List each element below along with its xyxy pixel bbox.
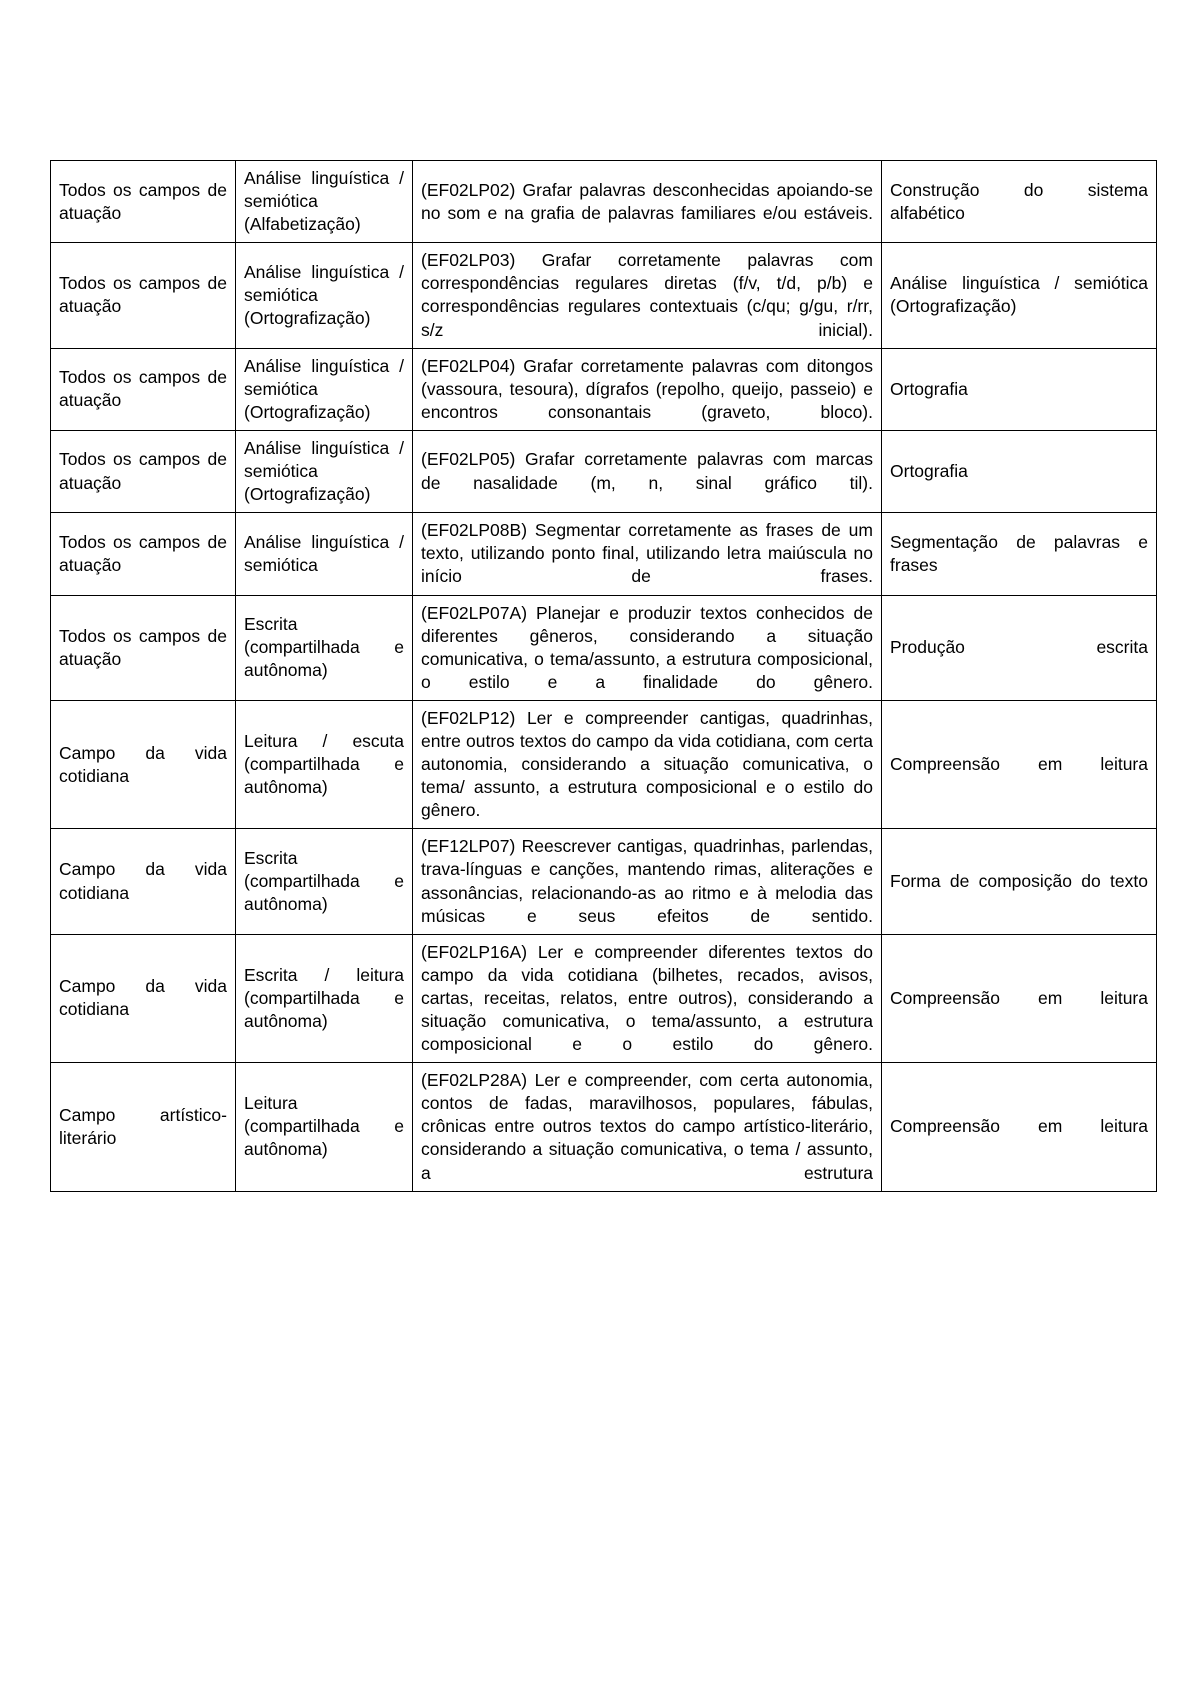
cell-habilidade: (EF02LP07A) Planejar e produzir textos conhecidos de diferentes gêneros, considerando a situação comunicativa, o tema/assunto, a estrutura composicional, o estilo e a finalidade do gênero. <box>413 595 882 700</box>
cell-pratica: Leitura (compartilhada e autônoma) <box>236 1063 413 1191</box>
cell-objeto: Forma de composição do texto <box>882 829 1157 934</box>
cell-pratica: Escrita (compartilhada e autônoma) <box>236 829 413 934</box>
cell-campo: Todos os campos de atuação <box>51 243 236 348</box>
table-row <box>51 348 1157 430</box>
cell-objeto: Ortografia <box>882 430 1157 512</box>
table-row <box>51 430 1157 512</box>
cell-campo: Campo da vida cotidiana <box>51 700 236 828</box>
cell-objeto: Segmentação de palavras e frases <box>882 513 1157 595</box>
table-row <box>51 1063 1157 1191</box>
cell-habilidade: (EF02LP04) Grafar corretamente palavras com ditongos (vassoura, tesoura), dígrafos (repolho, queijo, passeio) e encontros consonantais (graveto, bloco). <box>413 348 882 430</box>
table-row <box>51 595 1157 700</box>
cell-objeto: Ortografia <box>882 348 1157 430</box>
cell-pratica: Escrita (compartilhada e autônoma) <box>236 595 413 700</box>
table-body <box>51 161 1157 1192</box>
table-row <box>51 161 1157 243</box>
cell-campo: Campo da vida cotidiana <box>51 934 236 1062</box>
cell-habilidade: (EF02LP05) Grafar corretamente palavras com marcas de nasalidade (m, n, sinal gráfico til). <box>413 430 882 512</box>
cell-habilidade: (EF12LP07) Reescrever cantigas, quadrinhas, parlendas, trava-línguas e canções, mantendo rimas, aliterações e assonâncias, relacionando-as ao ritmo e à melodia das músicas e seus efeitos de sentido. <box>413 829 882 934</box>
cell-pratica: Análise linguística / semiótica <box>236 513 413 595</box>
table-row <box>51 829 1157 934</box>
table-row <box>51 700 1157 828</box>
cell-habilidade: (EF02LP02) Grafar palavras desconhecidas apoiando-se no som e na grafia de palavras familiares e/ou estáveis. <box>413 161 882 243</box>
curriculum-table <box>50 160 1157 1192</box>
cell-objeto: Produção escrita <box>882 595 1157 700</box>
cell-pratica: Análise linguística / semiótica (Ortografização) <box>236 430 413 512</box>
cell-objeto: Compreensão em leitura <box>882 700 1157 828</box>
cell-objeto: Compreensão em leitura <box>882 934 1157 1062</box>
cell-objeto: Construção do sistema alfabético <box>882 161 1157 243</box>
cell-campo: Campo da vida cotidiana <box>51 829 236 934</box>
cell-campo: Todos os campos de atuação <box>51 161 236 243</box>
cell-campo: Campo artístico-literário <box>51 1063 236 1191</box>
cell-habilidade: (EF02LP16A) Ler e compreender diferentes textos do campo da vida cotidiana (bilhetes, recados, avisos, cartas, receitas, relatos, entre outros), considerando a situação comunicativa, o tema/assunto, a estrutura composicional e o estilo do gênero. <box>413 934 882 1062</box>
cell-campo: Todos os campos de atuação <box>51 595 236 700</box>
table-row <box>51 934 1157 1062</box>
cell-pratica: Análise linguística / semiótica (Alfabetização) <box>236 161 413 243</box>
cell-pratica: Leitura / escuta (compartilhada e autônoma) <box>236 700 413 828</box>
cell-campo: Todos os campos de atuação <box>51 430 236 512</box>
cell-pratica: Análise linguística / semiótica (Ortografização) <box>236 243 413 348</box>
cell-habilidade: (EF02LP03) Grafar corretamente palavras com correspondências regulares diretas (f/v, t/d, p/b) e correspondências regulares contextuais (c/qu; g/gu, r/rr, s/z inicial). <box>413 243 882 348</box>
cell-habilidade: (EF02LP12) Ler e compreender cantigas, quadrinhas, entre outros textos do campo da vida cotidiana, com certa autonomia, considerando a situação comunicativa, o tema/ assunto, a estrutura composicional e o estilo do gênero. <box>413 700 882 828</box>
cell-objeto: Compreensão em leitura <box>882 1063 1157 1191</box>
table-row <box>51 243 1157 348</box>
cell-campo: Todos os campos de atuação <box>51 348 236 430</box>
cell-habilidade: (EF02LP28A) Ler e compreender, com certa autonomia, contos de fadas, maravilhosos, populares, fábulas, crônicas entre outros textos do campo artístico-literário, considerando a situação comunicativa, o tema / assunto, a estrutura <box>413 1063 882 1191</box>
cell-objeto: Análise linguística / semiótica (Ortografização) <box>882 243 1157 348</box>
table-row <box>51 513 1157 595</box>
cell-campo: Todos os campos de atuação <box>51 513 236 595</box>
cell-pratica: Escrita / leitura (compartilhada e autônoma) <box>236 934 413 1062</box>
cell-pratica: Análise linguística / semiótica (Ortografização) <box>236 348 413 430</box>
cell-habilidade: (EF02LP08B) Segmentar corretamente as frases de um texto, utilizando ponto final, utilizando letra maiúscula no início de frases. <box>413 513 882 595</box>
